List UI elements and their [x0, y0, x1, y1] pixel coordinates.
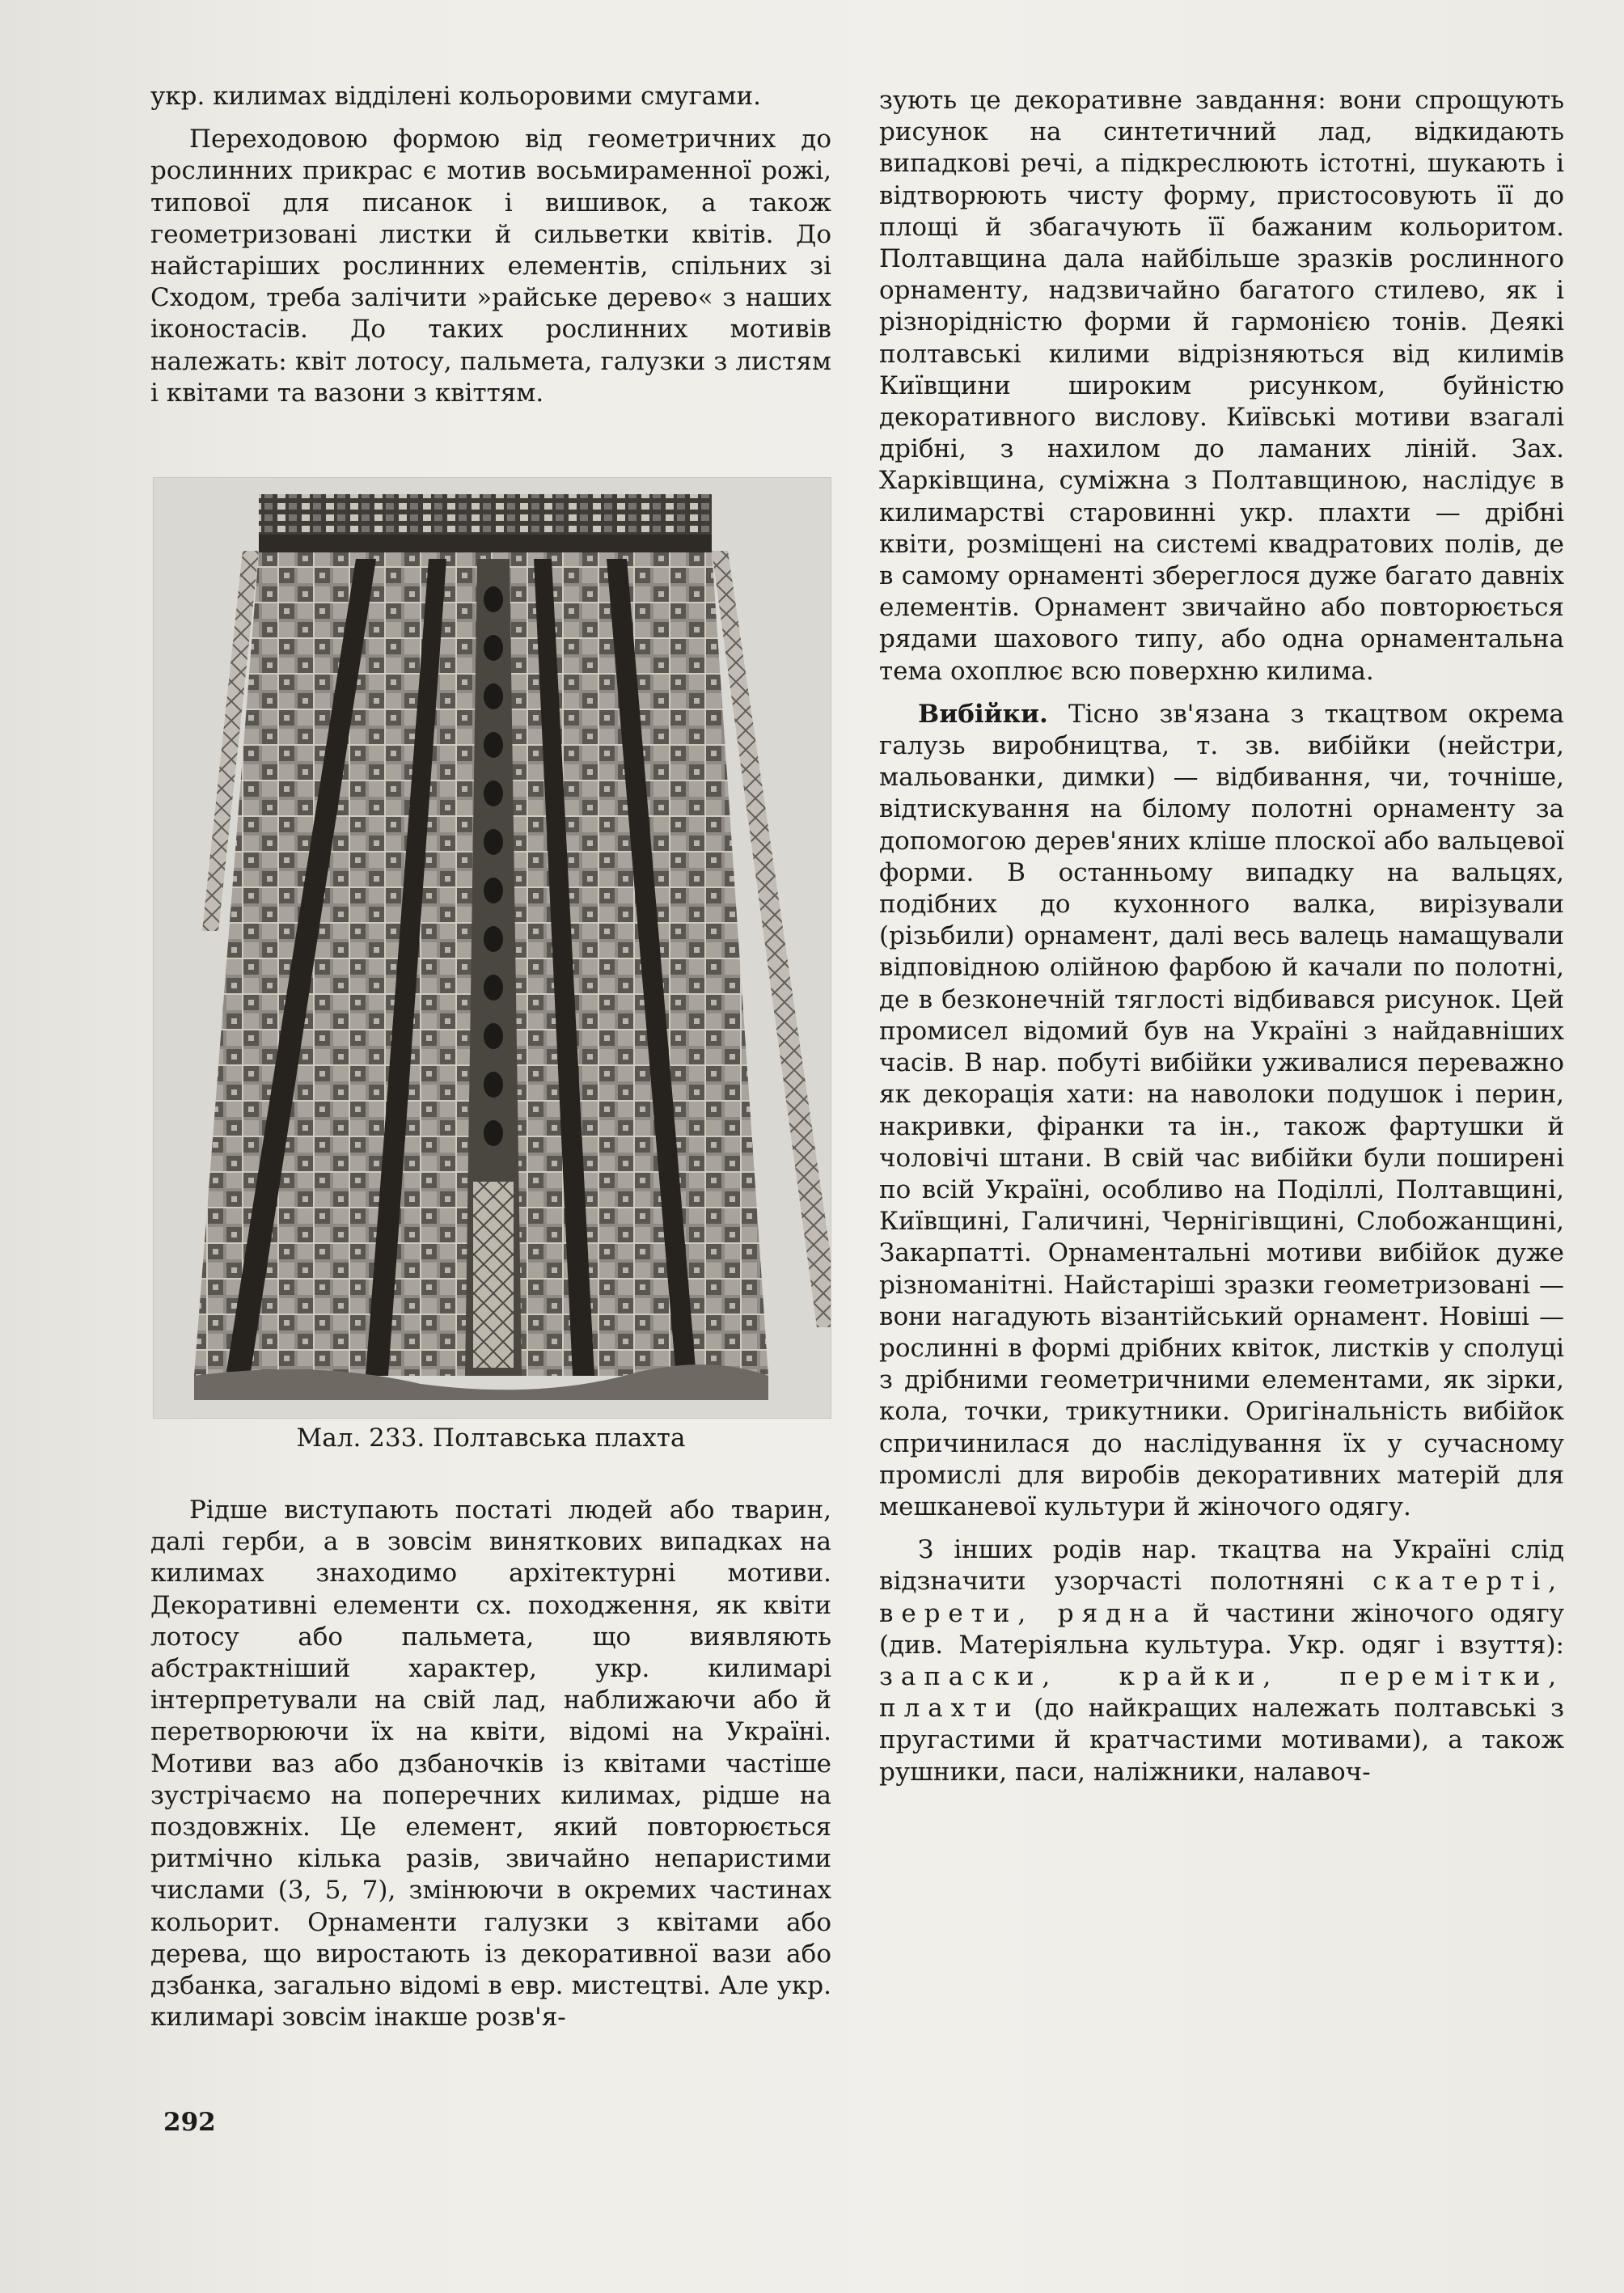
left-column-bottom — [150, 1495, 831, 2033]
paragraph — [879, 1534, 1564, 1788]
spaced-terms: запаски, крайки, перемітки, плахти — [879, 1661, 1564, 1724]
figure-caption: Мал. 233. Полтавська плахта — [296, 1424, 686, 1453]
paragraph: укр. килимах відділені кольоровими смугами. — [150, 82, 762, 111]
paragraph-text: Тісно зв'язана з ткацтвом окрема галузь виробництва, т. зв. вибійки (нейстри, мальованки, димки) — відбивання, чи, точніше, відтискування на білому полотні орнаменту за допомогою дерев'яних кліше плоскої або вальцевої форми. В останньому випадку на вальцях, подібних до кухонного валка, вирізували (різьбили) орнамент, далі весь валець намащували відповідною олійною фарбою й качали по полотні, де в безконечній тяглості відбивався рисунок. Цей промисел відомий був на Україні з найдавніших часів. В нар. побуті вибійки уживалися переважно як декорація хати: на наволоки подушок і перин, накривки, фіранки та ін., також фартушки й чоловічі штани. В свій час вибійки були поширені по всій Україні, особливо на Поділлі, Полтавщині, Київщині, Галичині, Чернігівщині, Слобожанщині, Закарпатті. Орнаментальні мотиви вибійок дуже різноманітні. Найстаріші зразки геометризовані — вони нагадують візантійський орнамент. Новіші — рослинні в формі дрібних квіток, листків у сполуці з дрібними геометричними елементами, як зірки, кола, точки, трикутники. Оригінальність вибійок спричинилася до наслідування їх у сучасному промислі для виробів декоративних матерій для мешканевої культури й жіночого одягу. — [879, 699, 1564, 1521]
left-column-top — [150, 81, 831, 409]
paragraph-text: З інших родів нар. ткацтва на Україні слід відзначити узорчасті полотняні — [879, 1535, 1564, 1597]
paragraph: Рідше виступають постаті людей або тварин, далі герби, а в зовсім виняткових випадках на килимах знаходимо архітектурні мотиви. Декоративні елементи сх. походження, як квіти лотосу або пальмета, що виявляють абстрактніший характер, укр. килимарі інтерпретували на свій лад, наближаючи або й перетворюючи їх на квіти, відомі на Україні. Мотиви ваз або дзбаночків із квітами частіше зустрічаємо на поперечних килимах, рідше на поздовжніх. Це елемент, який повторюється ритмічно кілька разів, звичайно непаристими числами (3, 5, 7), змінюючи в окремих частинах кольорит. Орнаменти галузки з квітами або дерева, що виростають із декоративної вази або дзбанка, загально відомі в евр. мистецтві. Але укр. килимарі зовсім інакше розв'я- — [150, 1496, 831, 2033]
paragraph-vybiiky — [879, 699, 1564, 1523]
plakhta-illustration — [154, 478, 831, 1418]
figure-plakhta-photo — [153, 477, 831, 1419]
paragraph: зують це декоративне завдання: вони спрощують рисунок на синтетичний лад, відкидають випадкові речі, а підкреслюють істотні, шукають і відтворюють чисту форму, пристосовують її до площі й збагачують її бажаним кольоритом. Полтавщина дала найбільше зразків рослинного орнаменту, надзвичайно багатого стилево, як і різнорідністю форми й гармонією тонів. Деякі полтавські килими відрізняються від килимів Київщини широким рисунком, буйністю декоративного вислову. Київські мотиви взагалі дрібні, з нахилом до ламаних ліній. Зах. Харківщина, суміжна з Полтавщиною, наслідує в килимарстві старовинні укр. плахти — дрібні квіти, розміщені на системі квадратових полів, де в самому орнаменті збереглося дуже багато давніх елементів. Орнамент звичайно або повторюється рядами шахового типу, або одна орнаментальна тема охоплює всю поверхню килима. — [879, 86, 1564, 686]
page-number: 292 — [163, 2108, 216, 2137]
paragraph-text: й частини жіночого одягу (див. Матеріяльна культура. Укр. одяг і взуття): — [879, 1598, 1564, 1660]
paragraph: Переходовою формою від геометричних до рослинних прикрас є мотив восьмираменної рожі, типової для писанок і вишивок, а також геометризовані листки й сильветки квітів. До найстаріших рослинних елементів, спільних зі Сходом, треба залічити »райське дерево« з наших іконостасів. До таких рослинних мотивів належать: квіт лотосу, пальмета, галузки з листям і квітами та вазони з квіттям. — [150, 125, 831, 408]
spaced-terms: скатерті, верети, рядна — [879, 1567, 1564, 1628]
paragraph-text: (до найкращих належать полтавські з пругастими й кратчастими мотивами), а також рушники, паси, наліжники, налавоч- — [879, 1694, 1564, 1787]
section-label: Вибійки. — [918, 699, 1048, 729]
right-column — [879, 85, 1564, 1788]
